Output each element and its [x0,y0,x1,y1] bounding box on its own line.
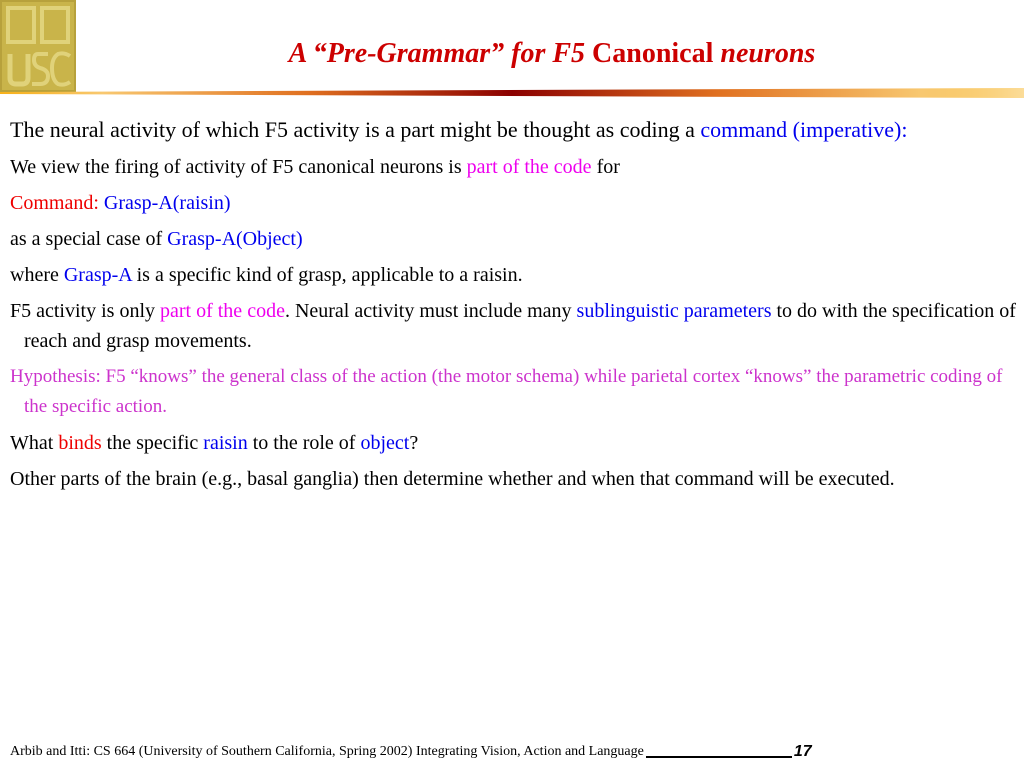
p2-text: We view the firing of activity of F5 canonical neurons is [10,156,467,178]
paragraph-command [10,188,1018,218]
paragraph-special-case [10,224,1018,254]
p8-after: ? [409,432,419,454]
paragraph-hypothesis [10,362,1018,422]
p8-middle2: to the role of [247,432,361,454]
p8-text: What [10,432,59,454]
title-divider [0,86,1024,100]
title-part-1: A “Pre-Grammar” for F5 [288,38,593,69]
p5-text: where [10,264,64,286]
p4-text: as a special case of [10,228,168,250]
paragraph-binds [10,428,1018,458]
p1-imperative: (imperative): [792,117,908,142]
p2-after: for [591,156,620,178]
footer-rule [646,756,792,758]
p9-text: Other parts of the brain (e.g., basal ganglia) then determine whether and when that command will be executed. [10,468,895,490]
slide-footer [10,742,954,762]
p6-text: F5 activity is only [10,300,160,322]
usc-logo-icon [0,0,76,92]
p5-value: Grasp-A [63,264,132,286]
p8-object: object [360,432,410,454]
p6-middle: . Neural activity must include many [284,300,577,322]
paragraph-firing [10,152,1018,182]
usc-logo-graphic [2,2,74,90]
paragraph-where [10,260,1018,290]
p8-middle: the specific [101,432,204,454]
page-title [80,34,1024,74]
p3-value: Grasp-A(raisin) [103,192,231,214]
p1-text: The neural activity of which F5 activity is a part might be thought as coding a [10,117,701,142]
p6-highlight: part of the code [160,300,285,322]
title-part-3: neurons [713,38,816,69]
slide-body [10,114,1018,500]
p8-raisin: raisin [203,432,248,454]
p4-value: Grasp-A(Object) [167,228,303,250]
footer-citation: Arbib and Itti: CS 664 (University of Southern California, Spring 2002) Integrating Vision, Action and Language [10,744,644,759]
p6-after: to do with the specification of reach and grasp movements. [24,300,1016,352]
paragraph-basal-ganglia [10,464,1018,494]
p7-text: Hypothesis: F5 “knows” the general class of the action (the motor schema) while parietal cortex “knows” the parametric coding of the specific action. [10,366,1003,417]
p5-after: is a specific kind of grasp, applicable to a raisin. [131,264,523,286]
p2-highlight: part of the code [466,156,592,178]
paragraph-neural-activity [10,114,1018,146]
page-number: 17 [793,743,812,760]
title-part-2: Canonical [592,38,714,69]
p6-params: sublinguistic parameters [576,300,772,322]
p1-command: command [700,117,788,142]
p8-binds: binds [58,432,102,454]
p3-label: Command: [10,192,104,214]
paragraph-f5-activity [10,296,1018,356]
